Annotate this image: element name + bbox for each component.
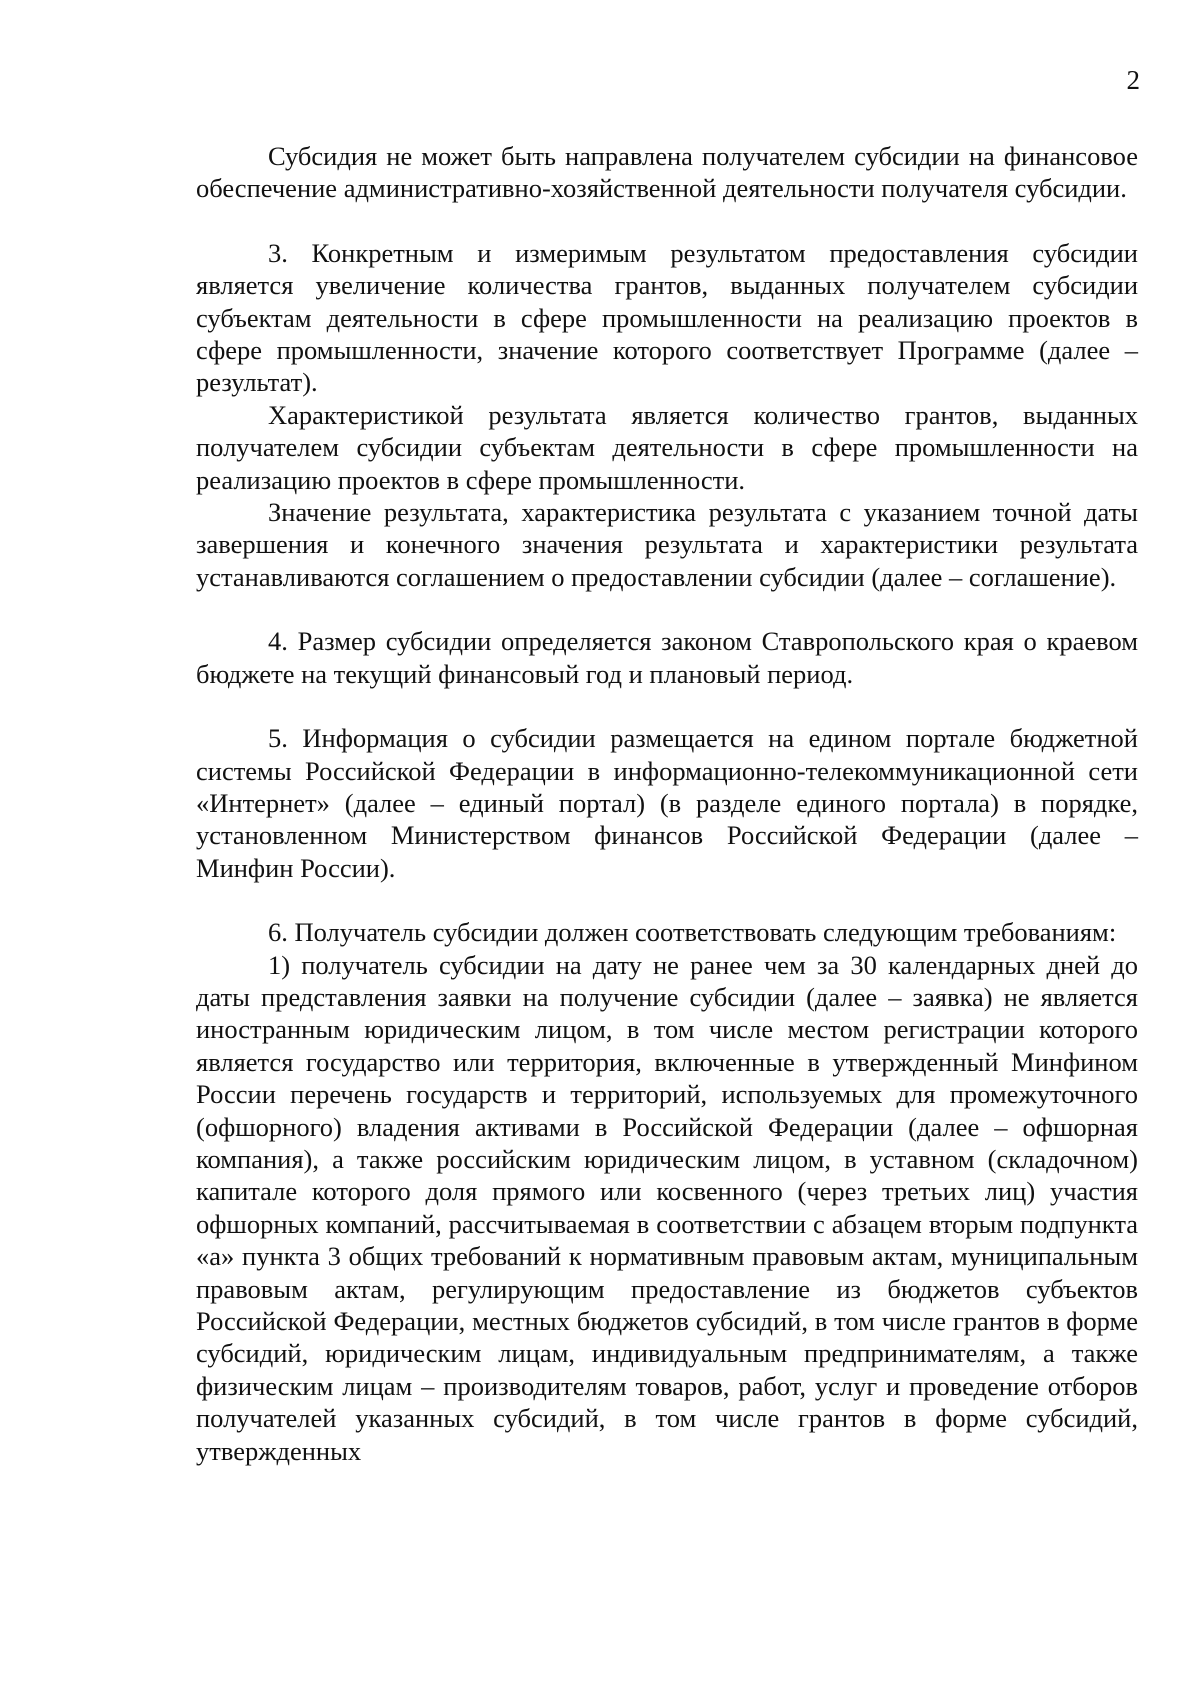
paragraph-result-characteristic: Характеристикой результата является количество грантов, выданных получателем субсидии субъектам деятельности в сфере промышленности на реализацию проектов в сфере промышленности. bbox=[196, 399, 1138, 495]
paragraph-requirement-1: 1) получатель субсидии на дату не ранее чем за 30 календарных дней до даты представления заявки на получение субсидии (далее – заявка) не является иностранным юридическим лицом, в том числе местом регистрации которого является государство или территория, включенные в утвержденный Минфином России перечень государств и территорий, используемых для промежуточного (офшорного) владения активами в Российской Федерации (далее – офшорная компания), а также российским юридическим лицом, в уставном (складочном) капитале которого доля прямого или косвенного (через третьих лиц) участия офшорных компаний, рассчитываемая в соответствии с абзацем вторым подпункта «а» пункта 3 общих требований к нормативным правовым актам, муниципальным правовым актам, регулирующим предоставление из бюджетов субъектов Российской Федерации, местных бюджетов субсидий, в том числе грантов в форме субсидий, юридическим лицам, индивидуальным предпринимателям, а также физическим лицам – производителям товаров, работ, услуг и проведение отборов получателей указанных субсидий, в том числе грантов в форме субсидий, утвержденных bbox=[196, 949, 1138, 1466]
paragraph-item-6-requirements: 6. Получатель субсидии должен соответствовать следующим требованиям: bbox=[268, 917, 1117, 948]
document-body bbox=[196, 140, 1138, 1467]
paragraph-item-5-information: 5. Информация о субсидии размещается на едином портале бюджетной системы Российской Федерации в информационно-телекоммуникационной сети «Интернет» (далее – единый портал) (в разделе единого портала) в порядке, установленном Министерством финансов Российской Федерации (далее – Минфин России). bbox=[196, 723, 1138, 883]
page-number: 2 bbox=[1126, 65, 1140, 95]
paragraph-item-3-result: 3. Конкретным и измеримым результатом предоставления субсидии является увеличение количества грантов, выданных получателем субсидии субъектам деятельности в сфере промышленности на реализацию проектов в сфере промышленности, значение которого соответствует Программе (далее – результат). bbox=[196, 237, 1138, 398]
paragraph-subsidy-restriction: Субсидия не может быть направлена получателем субсидии на финансовое обеспечение административно-хозяйственной деятельности получателя субсидии. bbox=[196, 141, 1138, 204]
paragraph-item-4-amount: 4. Размер субсидии определяется законом Ставропольского края о краевом бюджете на текущий финансовый год и плановый период. bbox=[196, 626, 1138, 689]
paragraph-result-value: Значение результата, характеристика результата с указанием точной даты завершения и конечного значения результата и характеристики результата устанавливаются соглашением о предоставлении субсидии (далее – соглашение). bbox=[196, 497, 1138, 592]
